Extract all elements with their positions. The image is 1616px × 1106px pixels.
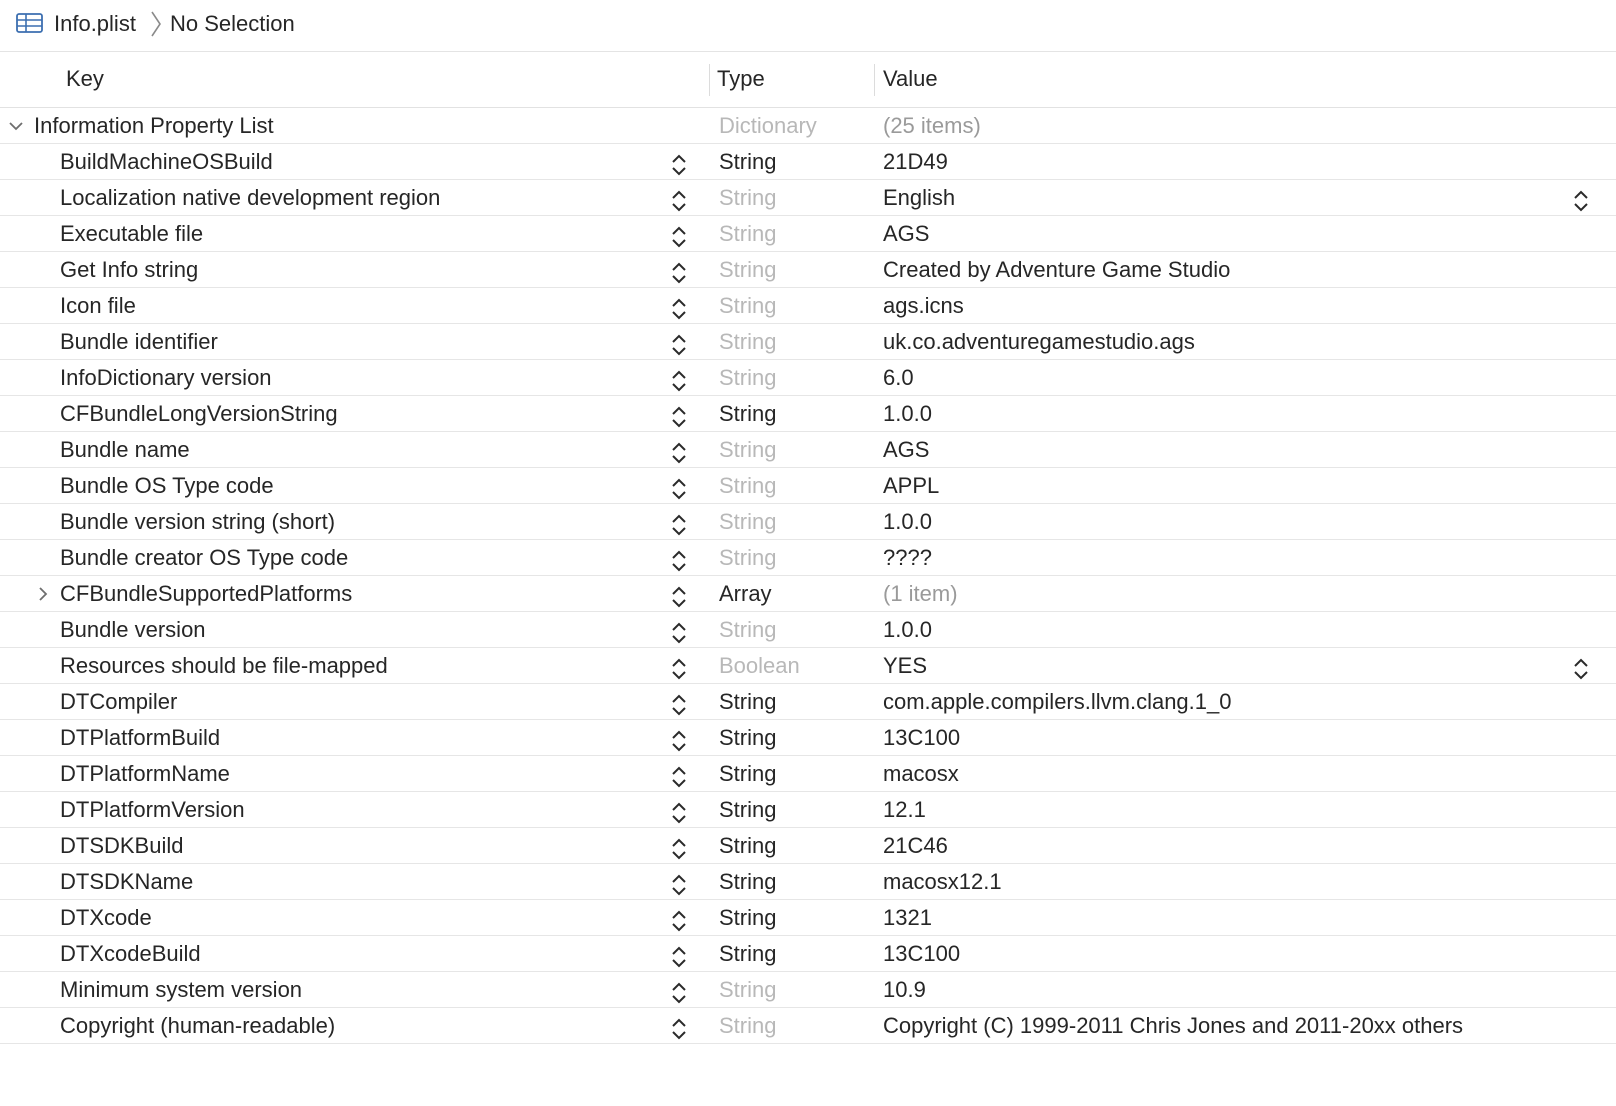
row-value[interactable]: macosx [883, 761, 959, 786]
row-type[interactable]: String [719, 329, 777, 354]
table-row[interactable] [0, 936, 1616, 972]
row-value[interactable]: 13C100 [883, 941, 961, 966]
row-value[interactable]: 6.0 [883, 365, 914, 390]
chevron-right-icon [149, 8, 163, 40]
row-type[interactable]: String [719, 545, 777, 570]
row-value[interactable]: 21C46 [883, 833, 948, 858]
table-row[interactable] [0, 144, 1616, 180]
row-value[interactable]: macosx12.1 [883, 869, 1002, 894]
row-key[interactable]: CFBundleSupportedPlatforms [60, 581, 353, 606]
root-type: Dictionary [719, 113, 817, 138]
row-type[interactable]: String [719, 977, 777, 1002]
row-type[interactable]: String [719, 617, 777, 642]
table-icon[interactable] [16, 12, 43, 34]
row-key[interactable]: Bundle version [60, 617, 206, 642]
table-row[interactable] [0, 180, 1616, 216]
table-row[interactable] [0, 504, 1616, 540]
table-row[interactable] [0, 972, 1616, 1008]
table-row[interactable] [0, 324, 1616, 360]
row-value[interactable]: 21D49 [883, 149, 948, 174]
row-key[interactable]: Minimum system version [60, 977, 303, 1002]
row-type[interactable]: String [719, 401, 777, 426]
row-key[interactable]: CFBundleLongVersionString [60, 401, 338, 426]
value-stepper-icon[interactable] [1572, 188, 1590, 214]
table-row[interactable] [0, 216, 1616, 252]
table-row[interactable] [0, 468, 1616, 504]
row-key[interactable]: Icon file [60, 293, 136, 318]
row-key[interactable]: Localization native development region [60, 185, 441, 210]
row-key[interactable]: InfoDictionary version [60, 365, 272, 390]
root-key[interactable]: Information Property List [34, 113, 274, 138]
row-type[interactable]: String [719, 365, 777, 390]
row-value[interactable]: 1.0.0 [883, 617, 932, 642]
row-type[interactable]: String [719, 689, 777, 714]
column-divider[interactable] [709, 64, 710, 96]
row-type[interactable]: String [719, 833, 777, 858]
column-type-header[interactable]: Type [717, 66, 765, 91]
table-row[interactable] [0, 684, 1616, 720]
key-stepper-icon[interactable] [670, 260, 688, 286]
row-key[interactable]: BuildMachineOSBuild [60, 149, 273, 174]
row-key[interactable]: DTSDKName [60, 869, 194, 894]
key-stepper-icon[interactable] [670, 404, 688, 430]
table-row[interactable] [0, 540, 1616, 576]
key-stepper-icon[interactable] [670, 980, 688, 1006]
key-stepper-icon[interactable] [670, 836, 688, 862]
row-value[interactable]: AGS [883, 221, 930, 246]
table-row[interactable] [0, 396, 1616, 432]
key-stepper-icon[interactable] [670, 476, 688, 502]
key-stepper-icon[interactable] [670, 872, 688, 898]
key-stepper-icon[interactable] [670, 944, 688, 970]
row-type[interactable]: String [719, 437, 777, 462]
row-type[interactable]: String [719, 293, 777, 318]
row-key[interactable]: DTXcode [60, 905, 152, 930]
key-stepper-icon[interactable] [670, 152, 688, 178]
key-stepper-icon[interactable] [670, 224, 688, 250]
table-row[interactable] [0, 432, 1616, 468]
chevron-down-icon[interactable] [8, 118, 24, 134]
row-key[interactable]: Executable file [60, 221, 204, 246]
row-type[interactable]: String [719, 761, 777, 786]
key-stepper-icon[interactable] [670, 584, 688, 610]
table-row[interactable] [0, 756, 1616, 792]
row-type[interactable]: String [719, 725, 777, 750]
row-value[interactable]: 1.0.0 [883, 401, 932, 426]
key-stepper-icon[interactable] [670, 512, 688, 538]
column-header [0, 52, 1616, 108]
row-type[interactable]: Array [719, 581, 772, 606]
key-stepper-icon[interactable] [670, 764, 688, 790]
row-type[interactable]: String [719, 905, 777, 930]
key-stepper-icon[interactable] [670, 296, 688, 322]
row-key[interactable]: Bundle identifier [60, 329, 218, 354]
row-value[interactable]: 12.1 [883, 797, 926, 822]
key-stepper-icon[interactable] [670, 800, 688, 826]
row-type[interactable]: String [719, 509, 777, 534]
root-value: (25 items) [883, 113, 981, 138]
row-value[interactable]: uk.co.adventuregamestudio.ags [883, 329, 1195, 354]
breadcrumb-file[interactable]: Info.plist [54, 11, 136, 36]
row-type[interactable]: String [719, 149, 777, 174]
key-stepper-icon[interactable] [670, 908, 688, 934]
key-stepper-icon[interactable] [670, 188, 688, 214]
row-type[interactable]: String [719, 1013, 777, 1038]
row-value[interactable]: 1.0.0 [883, 509, 932, 534]
row-type[interactable]: String [719, 473, 777, 498]
row-key[interactable]: DTXcodeBuild [60, 941, 201, 966]
table-row[interactable] [0, 360, 1616, 396]
row-key[interactable]: Bundle version string (short) [60, 509, 336, 534]
row-key[interactable]: DTPlatformName [60, 761, 230, 786]
table-row[interactable] [0, 252, 1616, 288]
row-key[interactable]: DTPlatformBuild [60, 725, 221, 750]
chevron-right-icon[interactable] [36, 586, 50, 602]
row-value[interactable]: ags.icns [883, 293, 964, 318]
key-stepper-icon[interactable] [670, 728, 688, 754]
key-stepper-icon[interactable] [670, 332, 688, 358]
table-row[interactable] [0, 576, 1616, 612]
table-row-root[interactable] [0, 108, 1616, 144]
row-key[interactable]: DTCompiler [60, 689, 178, 714]
plist-table [0, 108, 1616, 1044]
table-row[interactable] [0, 864, 1616, 900]
table-row[interactable] [0, 828, 1616, 864]
row-value[interactable]: (1 item) [883, 581, 958, 606]
column-value-header[interactable]: Value [883, 66, 938, 91]
row-value[interactable]: APPL [883, 473, 940, 498]
table-row[interactable] [0, 612, 1616, 648]
key-stepper-icon[interactable] [670, 692, 688, 718]
table-row[interactable] [0, 288, 1616, 324]
row-value[interactable]: AGS [883, 437, 930, 462]
key-stepper-icon[interactable] [670, 656, 688, 682]
row-value[interactable]: Copyright (C) 1999-2011 Chris Jones and 2011-20xx others [883, 1013, 1464, 1038]
key-stepper-icon[interactable] [670, 1016, 688, 1042]
row-type[interactable]: String [719, 257, 777, 282]
key-stepper-icon[interactable] [670, 368, 688, 394]
row-value[interactable]: English [883, 185, 956, 210]
row-key[interactable]: Resources should be file-mapped [60, 653, 388, 678]
row-key[interactable]: Bundle OS Type code [60, 473, 274, 498]
row-key[interactable]: Copyright (human-readable) [60, 1013, 336, 1038]
row-key[interactable]: DTPlatformVersion [60, 797, 245, 822]
column-divider[interactable] [874, 64, 875, 96]
row-key[interactable]: Bundle name [60, 437, 190, 462]
table-row[interactable] [0, 1008, 1616, 1044]
breadcrumb-selection[interactable]: No Selection [170, 11, 295, 36]
row-value[interactable]: 13C100 [883, 725, 961, 750]
row-value[interactable]: com.apple.compilers.llvm.clang.1_0 [883, 689, 1232, 714]
row-type[interactable]: String [719, 797, 777, 822]
key-stepper-icon[interactable] [670, 548, 688, 574]
table-row[interactable] [0, 792, 1616, 828]
column-key-header[interactable]: Key [66, 66, 104, 91]
row-type[interactable]: String [719, 185, 777, 210]
row-value[interactable]: 10.9 [883, 977, 926, 1002]
table-row[interactable] [0, 720, 1616, 756]
row-value[interactable]: Created by Adventure Game Studio [883, 257, 1231, 282]
key-stepper-icon[interactable] [670, 620, 688, 646]
row-type[interactable]: String [719, 221, 777, 246]
table-row[interactable] [0, 900, 1616, 936]
row-value[interactable]: ???? [883, 545, 932, 570]
row-value[interactable]: YES [883, 653, 928, 678]
row-type[interactable]: String [719, 869, 777, 894]
row-value[interactable]: 1321 [883, 905, 932, 930]
row-key[interactable]: Bundle creator OS Type code [60, 545, 349, 570]
value-stepper-icon[interactable] [1572, 656, 1590, 682]
row-type[interactable]: Boolean [719, 653, 800, 678]
breadcrumb [0, 0, 1616, 52]
row-type[interactable]: String [719, 941, 777, 966]
row-key[interactable]: Get Info string [60, 257, 199, 282]
row-key[interactable]: DTSDKBuild [60, 833, 184, 858]
table-row[interactable] [0, 648, 1616, 684]
key-stepper-icon[interactable] [670, 440, 688, 466]
